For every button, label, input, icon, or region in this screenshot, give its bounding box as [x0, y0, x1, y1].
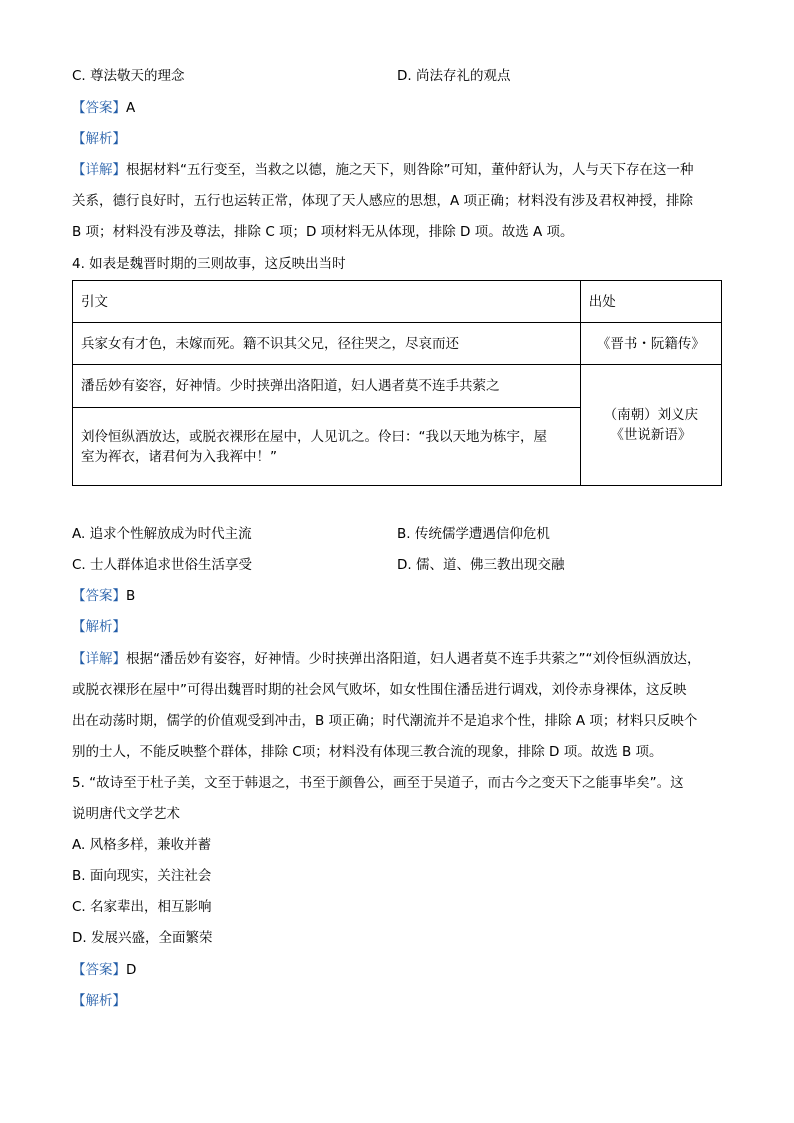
row1-source: 《晋书・阮籍传》	[580, 323, 721, 365]
answer-value: B	[126, 588, 136, 604]
q5-option-a: A. 风格多样，兼收并蓄	[72, 837, 212, 853]
q3-analysis-tag: 【解析】	[72, 131, 126, 147]
q5-option-c: C. 名家辈出，相互影响	[72, 899, 212, 915]
answer-value: D	[126, 962, 137, 978]
answer-tag: 【答案】	[72, 588, 126, 604]
q3-answer	[72, 98, 135, 118]
table-row	[73, 323, 722, 365]
table-header-row	[73, 281, 722, 323]
row3-quote: 刘伶恒纵酒放达，或脱衣裸形在屋中，人见讥之。伶曰：“我以天地为栋宇，屋 室为裈衣，诸君何为入我裈中！”	[73, 408, 581, 486]
answer-tag: 【答案】	[72, 100, 126, 116]
q3-detail-line-2: 关系，德行良好时，五行也运转正常，体现了天人感应的思想，A 项正确；材料没有涉及君权神授，排除	[72, 193, 694, 209]
row1-quote: 兵家女有才色，未嫁而死。籍不识其父兄，径往哭之，尽哀而还	[73, 323, 581, 365]
q3-detail-line-1: 【详解】根据材料“五行变至，当救之以德，施之天下，则咎除”可知，董仲舒认为，人与天下存在这一种	[72, 162, 694, 178]
detail-tag: 【详解】	[72, 651, 126, 667]
header-quote: 引文	[73, 281, 581, 323]
q5-option-d: D. 发展兴盛，全面繁荣	[72, 930, 213, 946]
q4-stem: 4. 如表是魏晋时期的三则故事，这反映出当时	[72, 256, 346, 272]
q4-option-d: D. 儒、道、佛三教出现交融	[397, 557, 565, 573]
q3-detail-line-3: B 项；材料没有涉及尊法，排除 C 项；D 项材料无从体现，排除 D 项。故选 A 项。	[72, 224, 574, 240]
q3-option-d: D. 尚法存礼的观点	[397, 68, 511, 84]
q4-detail-line-4: 别的士人，不能反映整个群体，排除 C项；材料没有体现三教合流的现象，排除 D 项。故选 B 项。	[72, 744, 663, 760]
q4-detail-line-3: 出在动荡时期，儒学的价值观受到冲击，B 项正确；时代潮流并不是追求个性，排除 A 项；材料只反映个	[72, 713, 698, 729]
q3-option-c: C. 尊法敬天的理念	[72, 68, 185, 84]
q5-option-b: B. 面向现实，关注社会	[72, 868, 212, 884]
q4-analysis-tag: 【解析】	[72, 619, 126, 635]
merged-source	[580, 365, 721, 486]
merged-source-line-1: （南朝）刘义庆	[603, 407, 699, 423]
q4-option-a: A. 追求个性解放成为时代主流	[72, 526, 252, 542]
detail-tag: 【详解】	[72, 162, 126, 178]
q4-answer	[72, 586, 135, 606]
table-row	[73, 365, 722, 408]
q5-analysis-tag: 【解析】	[72, 993, 126, 1009]
row2-quote: 潘岳妙有姿容，好神情。少时挟弹出洛阳道，妇人遇者莫不连手共萦之	[73, 365, 581, 408]
q4-option-b: B. 传统儒学遭遇信仰危机	[397, 526, 550, 542]
q5-stem-line-2: 说明唐代文学艺术	[72, 806, 180, 822]
q4-detail-line-2: 或脱衣裸形在屋中”可得出魏晋时期的社会风气败坏，如女性围住潘岳进行调戏，刘伶赤身裸体，这反映	[72, 682, 687, 698]
header-source: 出处	[580, 281, 721, 323]
q4-option-c: C. 士人群体追求世俗生活享受	[72, 557, 253, 573]
q4-detail-line-1: 【详解】根据“潘岳妙有姿容，好神情。少时挟弹出洛阳道，妇人遇者莫不连手共萦之”“刘伶恒纵酒放达，	[72, 651, 701, 667]
answer-tag: 【答案】	[72, 962, 126, 978]
q4-quote-table	[72, 280, 722, 486]
merged-source-line-2: 《世说新语》	[610, 427, 692, 443]
answer-value: A	[126, 100, 136, 116]
q5-answer	[72, 960, 136, 980]
q5-stem-line-1: 5. “故诗至于杜子美，文至于韩退之，书至于颜鲁公，画至于吴道子，而古今之变天下之能事毕矣”。这	[72, 775, 684, 791]
